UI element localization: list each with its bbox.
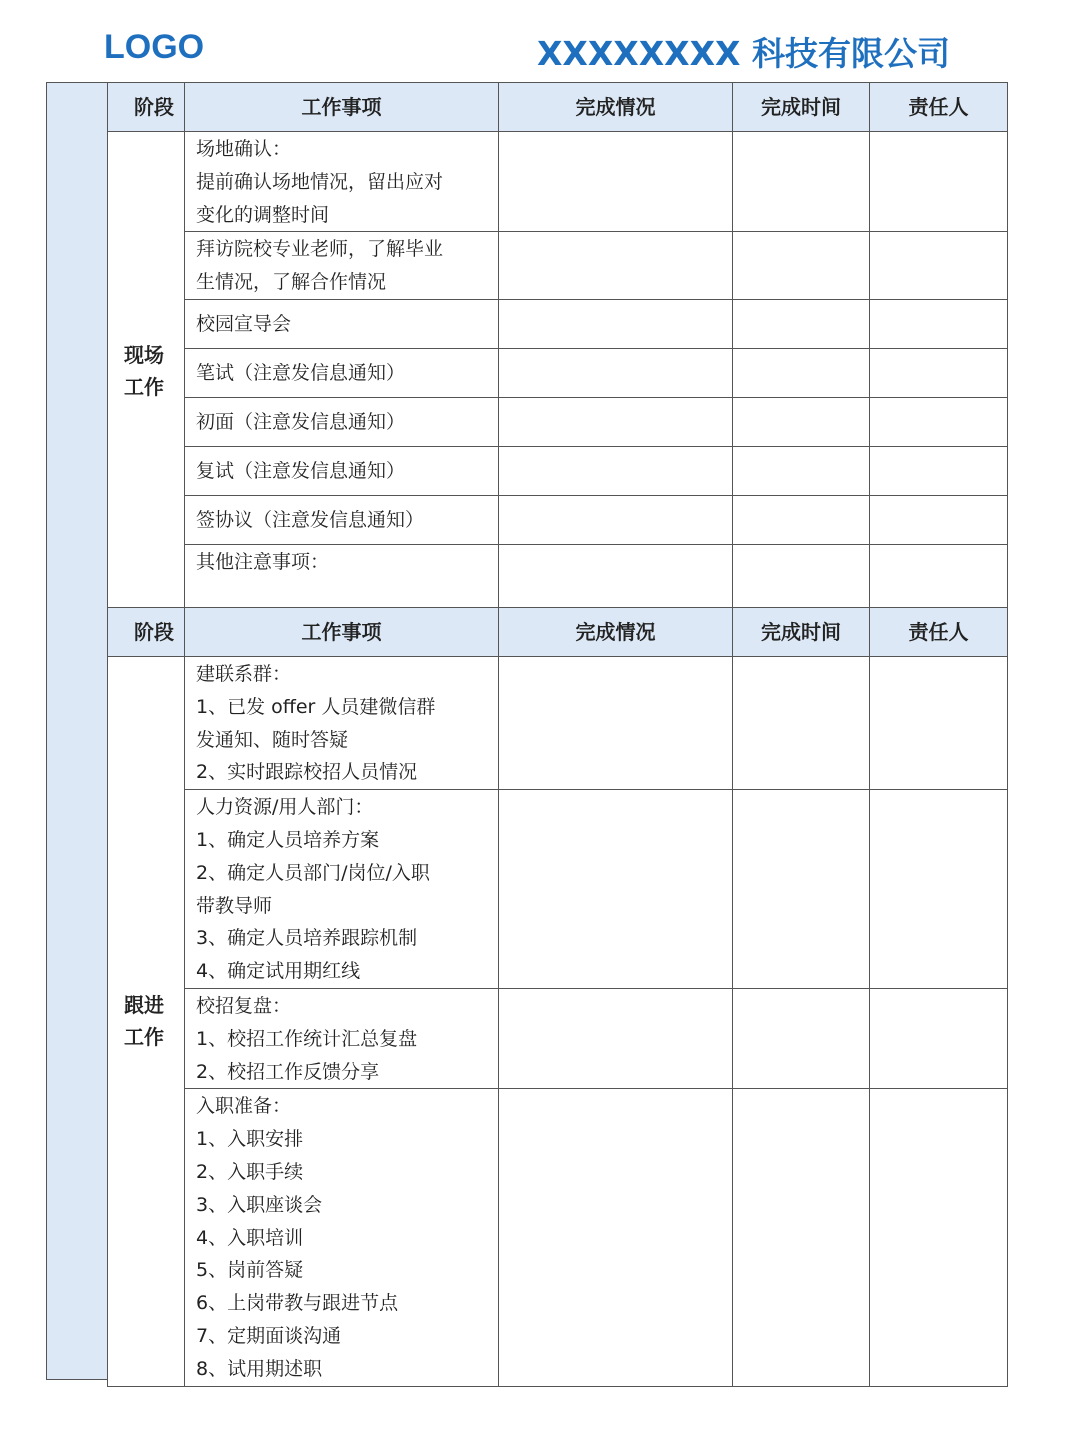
table-row bbox=[108, 790, 1008, 989]
item-line: 生情况，了解合作情况 bbox=[196, 271, 387, 294]
item-cell bbox=[185, 657, 499, 790]
header-owner: 责任人 bbox=[870, 83, 1008, 132]
item-line: 1、已发 offer 人员建微信群 bbox=[196, 695, 436, 718]
header-stage: 阶段 bbox=[108, 608, 185, 657]
item-line: 7、定期面谈沟通 bbox=[196, 1324, 342, 1347]
time-cell[interactable] bbox=[733, 495, 870, 544]
header-time: 完成时间 bbox=[733, 83, 870, 132]
stage-follow-up-work bbox=[108, 657, 185, 1387]
status-cell[interactable] bbox=[499, 544, 733, 610]
item-cell bbox=[185, 790, 499, 989]
item-line: 签协议（注意发信息通知） bbox=[196, 509, 425, 532]
item-line: 变化的调整时间 bbox=[196, 203, 330, 226]
status-cell[interactable] bbox=[499, 397, 733, 446]
table-row bbox=[108, 1089, 1008, 1386]
table-row bbox=[108, 657, 1008, 790]
item-line: 校园宣导会 bbox=[196, 313, 292, 336]
item-line: 其他注意事项： bbox=[196, 550, 330, 573]
status-cell[interactable] bbox=[499, 495, 733, 544]
item-line: 初面（注意发信息通知） bbox=[196, 411, 406, 434]
status-cell[interactable] bbox=[499, 299, 733, 348]
status-cell[interactable] bbox=[499, 348, 733, 397]
item-line: 1、入职安排 bbox=[196, 1128, 304, 1151]
item-cell bbox=[185, 544, 499, 610]
item-line: 场地确认： bbox=[196, 138, 292, 160]
item-line: 1、确定人员培养方案 bbox=[196, 828, 380, 851]
header-time: 完成时间 bbox=[733, 608, 870, 657]
item-line: 3、确定人员培养跟踪机制 bbox=[196, 927, 418, 950]
item-cell bbox=[185, 232, 499, 300]
item-line: 发通知、随时答疑 bbox=[196, 728, 349, 751]
header-stage: 阶段 bbox=[108, 83, 185, 132]
time-cell[interactable] bbox=[733, 790, 870, 989]
item-cell bbox=[185, 495, 499, 544]
owner-cell[interactable] bbox=[870, 495, 1008, 544]
item-line: 带教导师 bbox=[196, 894, 273, 917]
header-status: 完成情况 bbox=[499, 83, 733, 132]
time-cell[interactable] bbox=[733, 132, 870, 232]
owner-cell[interactable] bbox=[870, 1089, 1008, 1386]
item-cell bbox=[185, 988, 499, 1088]
time-cell[interactable] bbox=[733, 544, 870, 610]
table-row bbox=[108, 348, 1008, 397]
item-line: 人力资源/用人部门： bbox=[196, 796, 374, 819]
table-header-row bbox=[108, 608, 1008, 657]
status-cell[interactable] bbox=[499, 1089, 733, 1386]
table-row bbox=[108, 132, 1008, 232]
item-line: 3、入职座谈会 bbox=[196, 1193, 323, 1216]
status-cell[interactable] bbox=[499, 132, 733, 232]
item-line: 6、上岗带教与跟进节点 bbox=[196, 1292, 399, 1315]
owner-cell[interactable] bbox=[870, 299, 1008, 348]
item-line: 复试（注意发信息通知） bbox=[196, 460, 406, 483]
status-cell[interactable] bbox=[499, 657, 733, 790]
item-cell bbox=[185, 446, 499, 495]
time-cell[interactable] bbox=[733, 397, 870, 446]
item-line: 4、入职培训 bbox=[196, 1226, 304, 1249]
item-cell bbox=[185, 397, 499, 446]
status-cell[interactable] bbox=[499, 232, 733, 300]
stage-label-line2: 工作 bbox=[124, 1025, 164, 1050]
table-row bbox=[108, 495, 1008, 544]
status-cell[interactable] bbox=[499, 446, 733, 495]
header-item: 工作事项 bbox=[185, 83, 499, 132]
owner-cell[interactable] bbox=[870, 132, 1008, 232]
table-header-row bbox=[108, 83, 1008, 132]
item-cell bbox=[185, 1089, 499, 1386]
table-row bbox=[108, 446, 1008, 495]
logo-text: LOGO bbox=[104, 28, 205, 66]
owner-cell[interactable] bbox=[870, 790, 1008, 989]
follow-up-work-table bbox=[107, 607, 1008, 1387]
table-row bbox=[108, 397, 1008, 446]
time-cell[interactable] bbox=[733, 299, 870, 348]
left-sidebar-strip bbox=[46, 82, 108, 1380]
time-cell[interactable] bbox=[733, 657, 870, 790]
owner-cell[interactable] bbox=[870, 232, 1008, 300]
item-line: 提前确认场地情况，留出应对 bbox=[196, 170, 444, 193]
item-line: 入职准备： bbox=[196, 1095, 292, 1118]
stage-label-line2: 工作 bbox=[124, 374, 164, 399]
item-line: 8、试用期述职 bbox=[196, 1357, 323, 1380]
header-item: 工作事项 bbox=[185, 608, 499, 657]
owner-cell[interactable] bbox=[870, 348, 1008, 397]
item-line: 建联系群： bbox=[196, 663, 292, 685]
time-cell[interactable] bbox=[733, 348, 870, 397]
status-cell[interactable] bbox=[499, 988, 733, 1088]
item-line: 4、确定试用期红线 bbox=[196, 960, 361, 983]
stage-label-line1: 现场 bbox=[124, 342, 164, 367]
item-line: 拜访院校专业老师，了解毕业 bbox=[196, 238, 444, 261]
time-cell[interactable] bbox=[733, 988, 870, 1088]
owner-cell[interactable] bbox=[870, 397, 1008, 446]
item-line: 笔试（注意发信息通知） bbox=[196, 362, 406, 385]
status-cell[interactable] bbox=[499, 790, 733, 989]
item-cell bbox=[185, 348, 499, 397]
stage-label-line1: 跟进 bbox=[124, 993, 164, 1018]
item-line: 2、校招工作反馈分享 bbox=[196, 1060, 380, 1083]
table-row bbox=[108, 232, 1008, 300]
table-row bbox=[108, 988, 1008, 1088]
header-owner: 责任人 bbox=[870, 608, 1008, 657]
company-name: XXXXXXXX 科技有限公司 bbox=[536, 34, 950, 73]
table-row bbox=[108, 544, 1008, 610]
item-line: 2、确定人员部门/岗位/入职 bbox=[196, 861, 430, 884]
owner-cell[interactable] bbox=[870, 446, 1008, 495]
stage-onsite-work bbox=[108, 132, 185, 611]
onsite-work-table bbox=[107, 82, 1008, 611]
item-cell bbox=[185, 299, 499, 348]
time-cell[interactable] bbox=[733, 1089, 870, 1386]
table-row bbox=[108, 299, 1008, 348]
item-line: 5、岗前答疑 bbox=[196, 1259, 304, 1282]
item-cell bbox=[185, 132, 499, 232]
item-line: 2、入职手续 bbox=[196, 1160, 304, 1183]
time-cell[interactable] bbox=[733, 446, 870, 495]
item-line: 2、实时跟踪校招人员情况 bbox=[196, 761, 418, 784]
item-line: 校招复盘： bbox=[196, 994, 292, 1017]
item-line: 1、校招工作统计汇总复盘 bbox=[196, 1027, 418, 1050]
owner-cell[interactable] bbox=[870, 657, 1008, 790]
header-status: 完成情况 bbox=[499, 608, 733, 657]
owner-cell[interactable] bbox=[870, 544, 1008, 610]
time-cell[interactable] bbox=[733, 232, 870, 300]
owner-cell[interactable] bbox=[870, 988, 1008, 1088]
